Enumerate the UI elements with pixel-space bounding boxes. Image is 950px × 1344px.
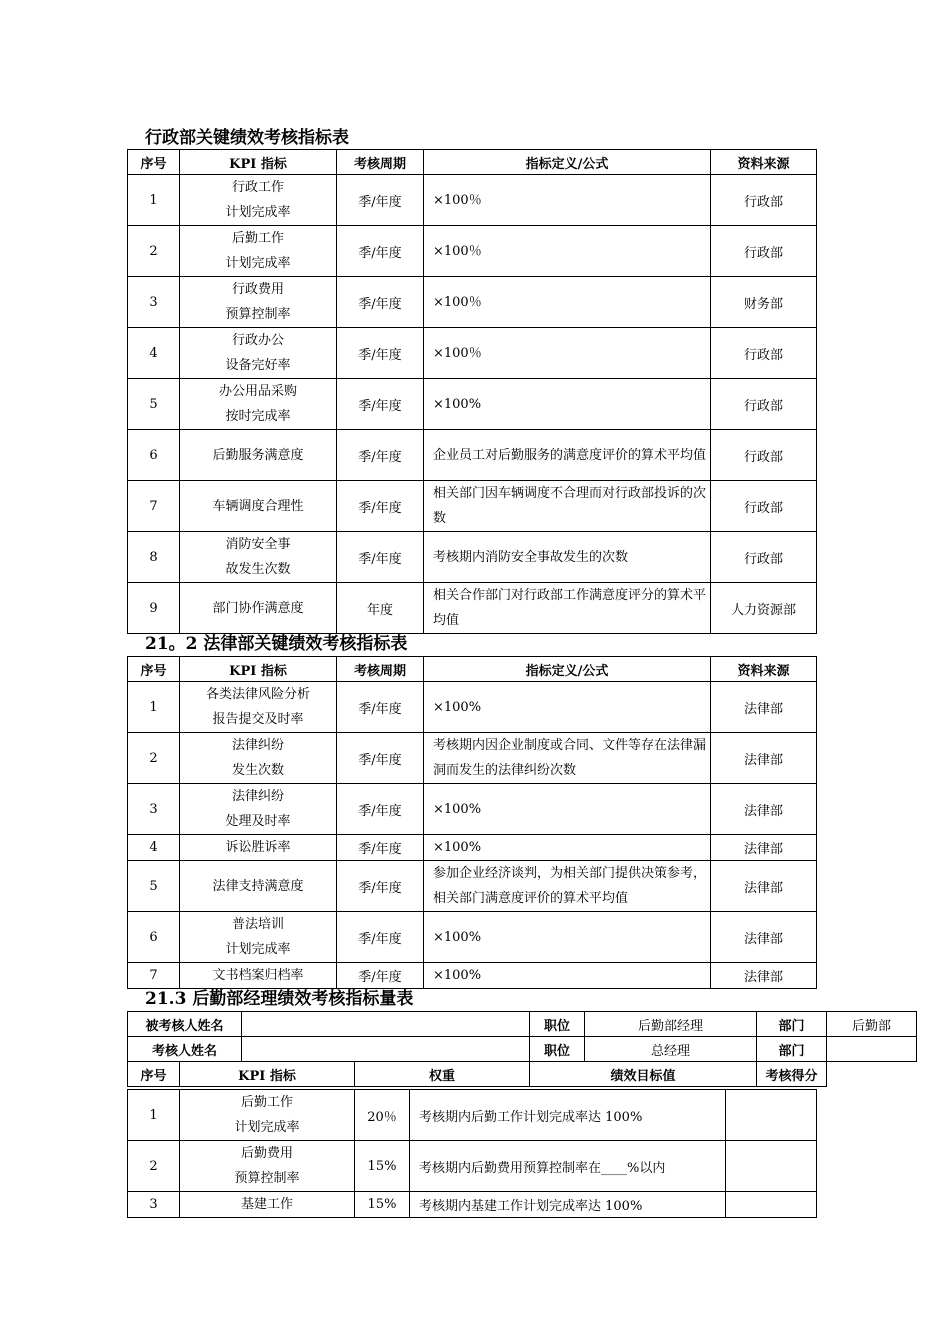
header-kpi: KPI 指标 (180, 657, 337, 682)
row-no: 5 (128, 861, 180, 912)
row-period: 季/年度 (337, 175, 424, 226)
logistics-manager-kpi-rows (127, 1089, 817, 1218)
row-no: 6 (128, 912, 180, 963)
header-weight: 权重 (355, 1062, 530, 1087)
row-kpi: 法律纠纷 发生次数 (180, 733, 337, 784)
row-no: 3 (128, 1192, 180, 1218)
header-definition: 指标定义/公式 (424, 657, 711, 682)
row-kpi: 行政办公 设备完好率 (180, 328, 337, 379)
header-no: 序号 (128, 657, 180, 682)
row-source: 行政部 (711, 481, 817, 532)
row-definition: ×100% (424, 963, 711, 989)
row-definition: 考核期内因企业制度或合同、文件等存在法律漏洞而发生的法律纠纷次数 (424, 733, 711, 784)
header-score: 考核得分 (757, 1062, 827, 1087)
dept-label: 部门 (757, 1012, 827, 1037)
row-kpi: 法律支持满意度 (180, 861, 337, 912)
row-no: 4 (128, 328, 180, 379)
table-row (128, 733, 817, 784)
row-kpi: 行政工作 计划完成率 (180, 175, 337, 226)
row-kpi: 部门协作满意度 (180, 583, 337, 634)
header-kpi: KPI 指标 (180, 150, 337, 175)
dept-label: 部门 (757, 1037, 827, 1062)
row-no: 2 (128, 733, 180, 784)
row-definition: ×100％ (424, 277, 711, 328)
row-kpi: 后勤工作 计划完成率 (180, 226, 337, 277)
position-label: 职位 (530, 1037, 585, 1062)
row-kpi: 后勤费用 预算控制率 (180, 1141, 355, 1192)
row-source: 法律部 (711, 963, 817, 989)
row-definition: ×100% (424, 682, 711, 733)
row-source: 人力资源部 (711, 583, 817, 634)
row-kpi: 诉讼胜诉率 (180, 835, 337, 861)
row-period: 季/年度 (337, 912, 424, 963)
header-target: 绩效目标值 (530, 1062, 757, 1087)
row-definition: 相关合作部门对行政部工作满意度评分的算术平均值 (424, 583, 711, 634)
table-row (128, 682, 817, 733)
section3-title: 21.3 后勤部经理绩效考核指标量表 (145, 989, 414, 1009)
row-kpi: 行政费用 预算控制率 (180, 277, 337, 328)
row-no: 7 (128, 481, 180, 532)
row-weight: 20％ (355, 1090, 410, 1141)
row-source: 法律部 (711, 912, 817, 963)
row-period: 季/年度 (337, 733, 424, 784)
row-kpi: 文书档案归档率 (180, 963, 337, 989)
row-source: 法律部 (711, 682, 817, 733)
row-definition: ×100％ (424, 226, 711, 277)
row-no: 2 (128, 226, 180, 277)
row-kpi: 法律纠纷 处理及时率 (180, 784, 337, 835)
row-score (726, 1090, 817, 1141)
assessee-dept-value: 后勤部 (827, 1012, 917, 1037)
header-source: 资料来源 (711, 657, 817, 682)
row-source: 行政部 (711, 532, 817, 583)
table-row (128, 1090, 817, 1141)
row-no: 1 (128, 1090, 180, 1141)
header-source: 资料来源 (711, 150, 817, 175)
info-row-assessor (128, 1037, 917, 1062)
row-no: 2 (128, 1141, 180, 1192)
row-source: 法律部 (711, 835, 817, 861)
row-kpi: 后勤服务满意度 (180, 430, 337, 481)
table-row (128, 1141, 817, 1192)
assessor-dept-value (827, 1037, 917, 1062)
row-score (726, 1141, 817, 1192)
assessee-name-value (242, 1012, 530, 1037)
row-kpi: 办公用品采购 按时完成率 (180, 379, 337, 430)
row-period: 季/年度 (337, 226, 424, 277)
info-row-assessee (128, 1012, 917, 1037)
row-score (726, 1192, 817, 1218)
table-row (128, 912, 817, 963)
row-source: 法律部 (711, 861, 817, 912)
row-definition: ×100％ (424, 328, 711, 379)
table-row (128, 328, 817, 379)
table-row (128, 963, 817, 989)
table-header-row (128, 1062, 917, 1087)
row-kpi: 消防安全事 故发生次数 (180, 532, 337, 583)
header-definition: 指标定义/公式 (424, 150, 711, 175)
row-period: 季/年度 (337, 277, 424, 328)
row-period: 季/年度 (337, 430, 424, 481)
row-no: 3 (128, 277, 180, 328)
row-source: 行政部 (711, 379, 817, 430)
row-target: 考核期内后勤工作计划完成率达 100% (410, 1090, 726, 1141)
row-period: 季/年度 (337, 835, 424, 861)
row-no: 8 (128, 532, 180, 583)
table-row (128, 226, 817, 277)
row-no: 4 (128, 835, 180, 861)
row-no: 1 (128, 175, 180, 226)
row-kpi: 基建工作 (180, 1192, 355, 1218)
row-source: 法律部 (711, 784, 817, 835)
row-period: 季/年度 (337, 532, 424, 583)
row-period: 季/年度 (337, 682, 424, 733)
row-source: 法律部 (711, 733, 817, 784)
row-weight: 15% (355, 1192, 410, 1218)
row-kpi: 后勤工作 计划完成率 (180, 1090, 355, 1141)
row-weight: 15% (355, 1141, 410, 1192)
table-row (128, 532, 817, 583)
header-period: 考核周期 (337, 657, 424, 682)
assessee-name-label: 被考核人姓名 (128, 1012, 242, 1037)
row-source: 行政部 (711, 226, 817, 277)
row-period: 季/年度 (337, 379, 424, 430)
row-target: 考核期内基建工作计划完成率达 100% (410, 1192, 726, 1218)
logistics-manager-kpi-table (127, 1011, 917, 1087)
row-definition: ×100％ (424, 175, 711, 226)
row-period: 季/年度 (337, 481, 424, 532)
table-row (128, 583, 817, 634)
row-definition: 参加企业经济谈判，为相关部门提供决策参考，相关部门满意度评价的算术平均值 (424, 861, 711, 912)
row-source: 行政部 (711, 175, 817, 226)
assessee-position-value: 后勤部经理 (585, 1012, 757, 1037)
row-period: 季/年度 (337, 861, 424, 912)
table-row (128, 379, 817, 430)
row-no: 1 (128, 682, 180, 733)
admin-kpi-table (127, 149, 817, 634)
assessor-position-value: 总经理 (585, 1037, 757, 1062)
table-row (128, 175, 817, 226)
row-source: 行政部 (711, 328, 817, 379)
table-row (128, 430, 817, 481)
row-period: 季/年度 (337, 328, 424, 379)
row-no: 9 (128, 583, 180, 634)
table-row (128, 784, 817, 835)
table-row (128, 481, 817, 532)
row-target: 考核期内后勤费用预算控制率在____%以内 (410, 1141, 726, 1192)
row-period: 季/年度 (337, 963, 424, 989)
header-no: 序号 (128, 150, 180, 175)
table-row (128, 861, 817, 912)
section1-title: 行政部关键绩效考核指标表 (145, 128, 349, 148)
row-no: 5 (128, 379, 180, 430)
header-period: 考核周期 (337, 150, 424, 175)
assessor-name-label: 考核人姓名 (128, 1037, 242, 1062)
row-definition: 企业员工对后勤服务的满意度评价的算术平均值 (424, 430, 711, 481)
position-label: 职位 (530, 1012, 585, 1037)
row-period: 季/年度 (337, 784, 424, 835)
section2-title: 21。2 法律部关键绩效考核指标表 (145, 634, 408, 654)
row-kpi: 车辆调度合理性 (180, 481, 337, 532)
table-row (128, 1192, 817, 1218)
assessor-name-value (242, 1037, 530, 1062)
row-no: 7 (128, 963, 180, 989)
row-no: 3 (128, 784, 180, 835)
table-row (128, 835, 817, 861)
header-kpi: KPI 指标 (180, 1062, 355, 1087)
row-definition: ×100% (424, 835, 711, 861)
table-row (128, 277, 817, 328)
row-kpi: 各类法律风险分析 报告提交及时率 (180, 682, 337, 733)
row-no: 6 (128, 430, 180, 481)
row-definition: ×100% (424, 912, 711, 963)
row-source: 财务部 (711, 277, 817, 328)
row-source: 行政部 (711, 430, 817, 481)
row-kpi: 普法培训 计划完成率 (180, 912, 337, 963)
row-definition: 考核期内消防安全事故发生的次数 (424, 532, 711, 583)
row-definition: ×100% (424, 784, 711, 835)
header-no: 序号 (128, 1062, 180, 1087)
legal-kpi-table (127, 656, 817, 989)
row-period: 年度 (337, 583, 424, 634)
row-definition: 相关部门因车辆调度不合理而对行政部投诉的次数 (424, 481, 711, 532)
row-definition: ×100% (424, 379, 711, 430)
